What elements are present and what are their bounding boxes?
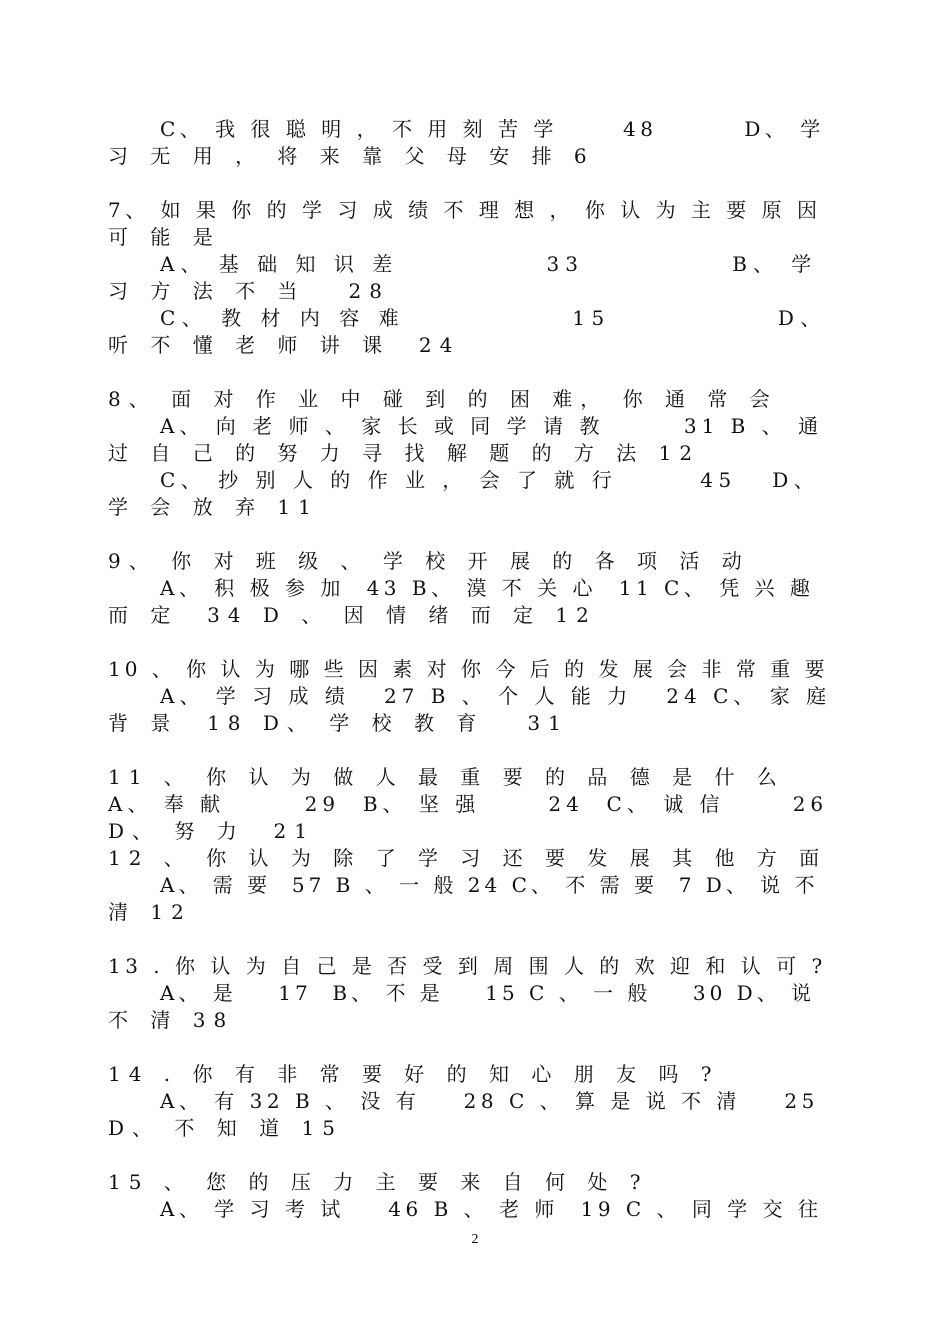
- question-7: 7、 如 果 你 的 学 习 成 绩 不 理 想 ， 你 认 为 主 要 原 因: [108, 198, 822, 222]
- question-8: 8、 面 对 作 业 中 碰 到 的 困 难， 你 通 常 会: [108, 387, 778, 411]
- text-line: 听 不 懂 老 师 讲 课 24: [108, 333, 461, 357]
- text-line: A、 学 习 成 绩 27 B 、 个 人 能 力 24 C、 家 庭: [160, 684, 832, 708]
- page-number: 2: [471, 1232, 479, 1247]
- blank-line: [108, 170, 832, 197]
- text-line: A、 积 极 参 加 43 B、 漠 不 关 心 11 C、 凭 兴 趣: [160, 576, 815, 600]
- blank-line: [108, 629, 832, 656]
- text-line: A、 向 老 师 、 家 长 或 同 学 请 教 31 B 、 通: [160, 414, 824, 438]
- text-line: C、 教 材 内 容 难 15 D、: [160, 306, 827, 330]
- text-line: 学 会 放 弃 11: [108, 495, 319, 519]
- text-line: 过 自 己 的 努 力 寻 找 解 题 的 方 法 12: [108, 441, 701, 465]
- document-body: [108, 116, 832, 1223]
- text-line: 习 方 法 不 当 28: [108, 279, 390, 303]
- text-line: C、 抄 别 人 的 作 业 ， 会 了 就 行 45 D、: [160, 468, 820, 492]
- text-line: A、 是 17 B、 不 是 15 C 、 一 般 30 D、 说: [160, 981, 816, 1005]
- blank-line: [108, 737, 832, 764]
- text-line: A、 奉 献 29 B、 坚 强 24 C、 诚 信 26: [108, 792, 829, 816]
- text-line: A、 有 32 B 、 没 有 28 C 、 算 是 说 不 清 25: [160, 1089, 819, 1113]
- question-12: 12 、 你 认 为 除 了 学 习 还 要 发 展 其 他 方 面: [108, 846, 828, 870]
- question-15: 15 、 您 的 压 力 主 要 来 自 何 处 ?: [108, 1170, 649, 1194]
- text-line: A、 基 础 知 识 差 33 B、 学: [160, 252, 818, 276]
- text-line: 而 定 34 D 、 因 情 绪 而 定 12: [108, 603, 597, 627]
- text-line: 不 清 38: [108, 1008, 235, 1032]
- text-line: A、 需 要 57 B 、 一 般 24 C、 不 需 要 7 D、 说 不: [160, 873, 819, 897]
- question-11: 11 、 你 认 为 做 人 最 重 要 的 品 德 是 什 么: [108, 765, 785, 789]
- text-line: D、 不 知 道 15: [108, 1116, 343, 1140]
- question-10: 10 、 你 认 为 哪 些 因 素 对 你 今 后 的 发 展 会 非 常 重 要: [108, 657, 829, 681]
- text-line: 背 景 18 D、 学 校 教 育 31: [108, 711, 569, 735]
- text-line: D、 努 力 21: [108, 819, 315, 843]
- question-13: 13 . 你 认 为 自 己 是 否 受 到 周 围 人 的 欢 迎 和 认 可 ?: [108, 954, 827, 978]
- blank-line: [108, 1034, 832, 1061]
- blank-line: [108, 359, 832, 386]
- text-line: C、 我 很 聪 明 ， 不 用 刻 苦 学 48 D、 学: [160, 117, 825, 141]
- question-9: 9、 你 对 班 级 、 学 校 开 展 的 各 项 活 动: [108, 549, 750, 573]
- text-line: 可 能 是: [108, 225, 221, 249]
- text-line: A、 学 习 考 试 46 B 、 老 师 19 C 、 同 学 交 往: [160, 1197, 823, 1221]
- blank-line: [108, 521, 832, 548]
- blank-line: [108, 926, 832, 953]
- blank-line: [108, 1142, 832, 1169]
- text-line: 清 12: [108, 900, 192, 924]
- question-14: 14 . 你 有 非 常 要 好 的 知 心 朋 友 吗 ?: [108, 1062, 720, 1086]
- text-line: 习 无 用 ， 将 来 靠 父 母 安 排 6: [108, 144, 595, 168]
